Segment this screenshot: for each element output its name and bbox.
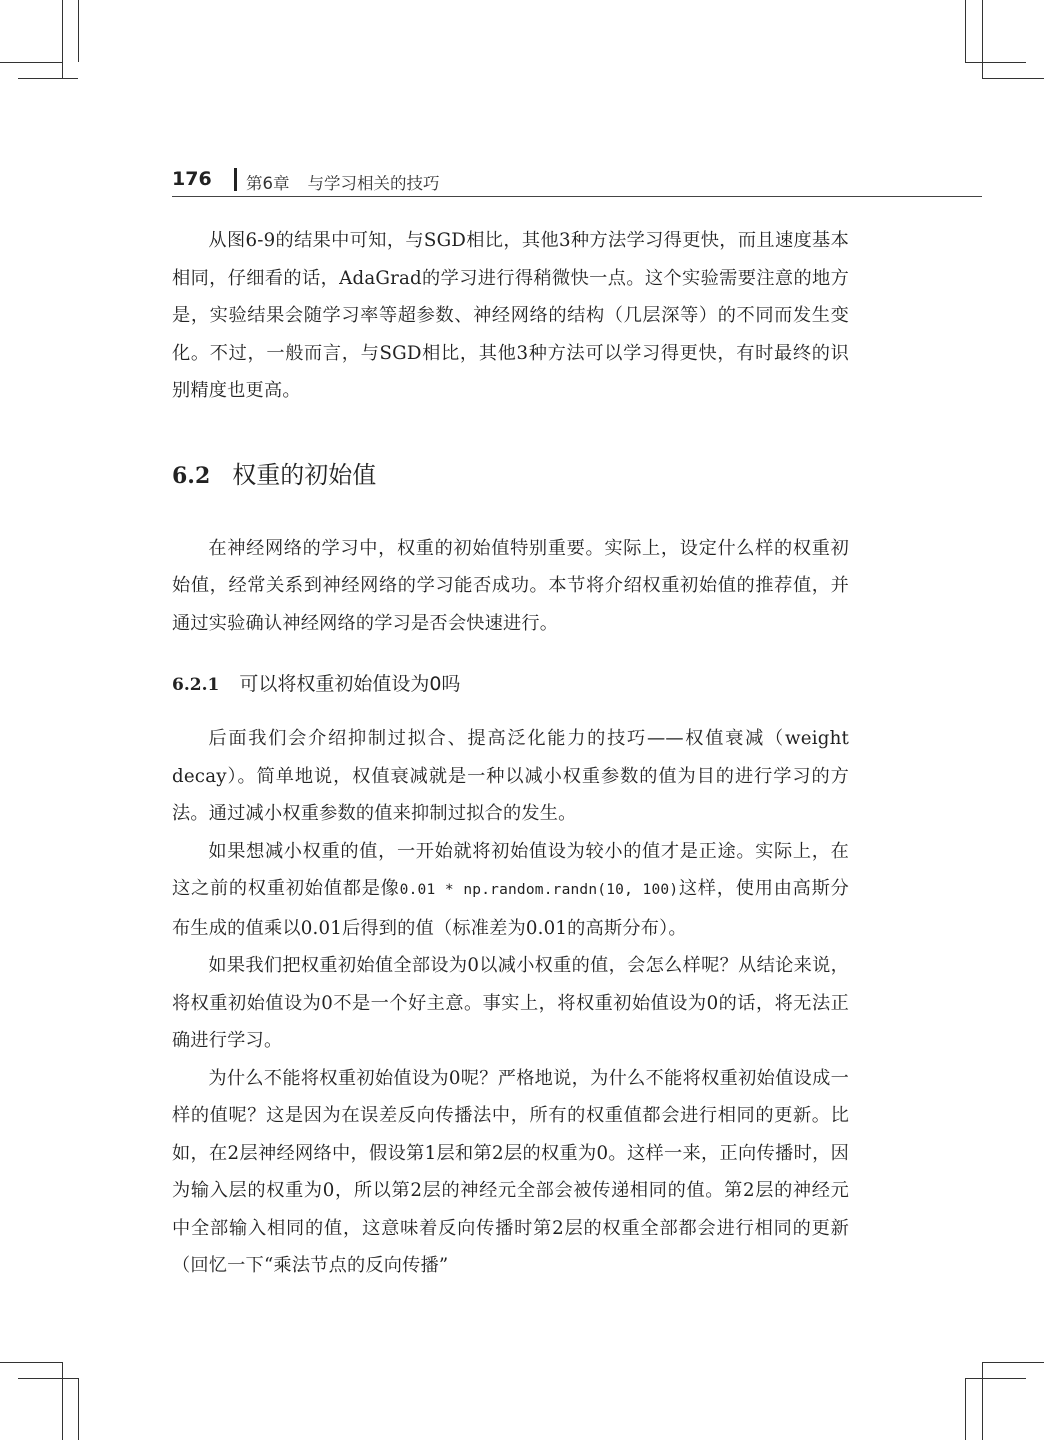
page-number: 176 [172, 168, 212, 190]
crop-mark [0, 1362, 62, 1363]
crop-mark [62, 1362, 63, 1440]
chapter-heading [246, 170, 440, 194]
crop-mark [965, 1378, 1026, 1379]
paragraph-text: 如果想减小权重的值，一开始就将初始值设为较小的值才是正途。实际上，在这之前的权重初始值都是像 [172, 840, 849, 899]
header-divider [234, 168, 237, 191]
crop-mark [78, 0, 79, 62]
intro-paragraph: 从图6-9的结果中可知，与SGD相比，其他3种方法学习得更快，而且速度基本相同，仔细看的话，AdaGrad的学习进行得稍微快一点。这个实验需要注意的地方是，实验结果会随学习率等超参数、神经网络的结构（几层深等）的不同而发生变化。不过，一般而言，与SGD相比，其他3种方法可以学习得更快，有时最终的识别精度也更高。 [172, 230, 849, 401]
crop-mark [982, 1362, 1044, 1363]
section-intro-paragraph: 在神经网络的学习中，权重的初始值特别重要。实际上，设定什么样的权重初始值，经常关系到神经网络的学习能否成功。本节将介绍权重初始值的推荐值，并通过实验确认神经网络的学习是否会快速进行。 [172, 537, 849, 634]
paragraph-small-init [172, 833, 849, 948]
crop-mark [982, 1362, 983, 1440]
paragraph-why-not-zero: 为什么不能将权重初始值设为0呢？严格地说，为什么不能将权重初始值设成一样的值呢？这是因为在误差反向传播法中，所有的权重值都会进行相同的更新。比如，在2层神经网络中，假设第1层和第2层的权重为0。这样一来，正向传播时，因为输入层的权重为0，所以第2层的神经元全部会被传递相同的值。第2层的神经元中全部输入相同的值，这意味着反向传播时第2层的权重全部都会进行相同的更新（回忆一下“乘法节点的反向传播” [172, 1067, 849, 1276]
crop-mark [965, 0, 966, 62]
crop-mark [18, 78, 78, 79]
paragraph-zero-init: 如果我们把权重初始值全部设为0以减小权重的值，会怎么样呢？从结论来说，将权重初始值设为0不是一个好主意。事实上，将权重初始值设为0的话，将无法正确进行学习。 [172, 955, 849, 1051]
inline-code: 0.01 * np.random.randn(10, 100) [399, 882, 679, 898]
page-content [172, 222, 849, 1285]
crop-mark [982, 0, 983, 78]
subsection-heading [172, 669, 849, 700]
crop-mark [78, 1378, 79, 1440]
subsection-number: 6.2.1 [172, 675, 220, 695]
section-heading [172, 460, 849, 491]
crop-mark [0, 62, 62, 63]
chapter-title: 与学习相关的技巧 [307, 174, 440, 193]
section-title: 权重的初始值 [232, 460, 377, 489]
crop-mark [18, 1378, 78, 1379]
paragraph-weight-decay: 后面我们会介绍抑制过拟合、提高泛化能力的技巧——权值衰减（weight decay）。简单地说，权值衰减就是一种以减小权重参数的值为目的进行学习的方法。通过减小权重参数的值来抑制过拟合的发生。 [172, 728, 849, 824]
crop-mark [982, 78, 1044, 79]
running-header [172, 166, 982, 197]
paragraph-text: 这样，使用由高斯分布生成的值乘以0.01后得到的值（标准差为0.01的高斯分布）。 [172, 878, 849, 939]
chapter-label: 第6章 [246, 174, 290, 193]
subsection-title: 可以将权重初始值设为0吗 [239, 673, 461, 695]
crop-mark [965, 62, 1026, 63]
section-number: 6.2 [172, 462, 211, 489]
crop-mark [62, 0, 63, 78]
crop-mark [965, 1378, 966, 1440]
